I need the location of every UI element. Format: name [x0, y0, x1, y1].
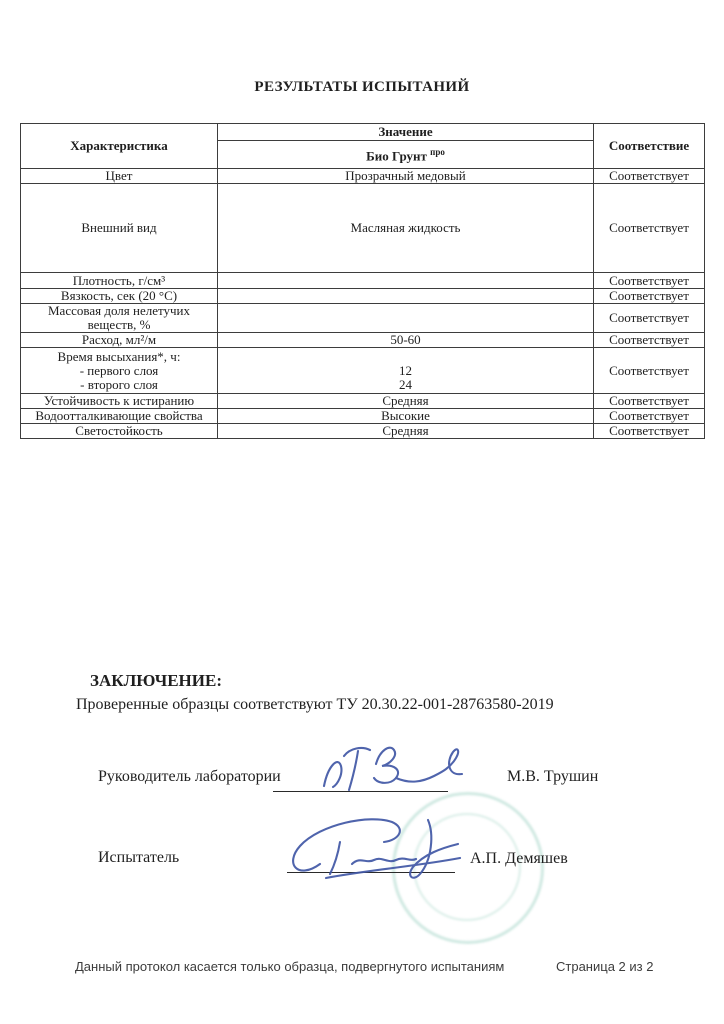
characteristic-line: - второго слоя — [80, 376, 158, 392]
table-row — [21, 409, 705, 424]
col-header-value-group: Значение — [218, 124, 594, 141]
signature-person-name: А.П. Демяшев — [470, 850, 568, 867]
table-row — [21, 169, 705, 184]
signature-stroke — [374, 748, 398, 783]
cell-characteristic: Водоотталкивающие свойства — [21, 409, 218, 424]
footer-note: Данный протокол касается только образца, подвергнутого испытаниям — [75, 959, 505, 974]
cell-characteristic: Вязкость, сек (20 °С) — [21, 289, 218, 304]
page-title: РЕЗУЛЬТАТЫ ИСПЫТАНИЙ — [254, 79, 470, 95]
table-row — [21, 424, 705, 439]
cell-conformity: Соответствует — [594, 409, 705, 424]
signature-handwriting — [318, 740, 468, 796]
signature-stroke — [352, 859, 416, 864]
cell-conformity: Соответствует — [594, 184, 705, 273]
cell-characteristic: Внешний вид — [21, 184, 218, 273]
cell-value — [218, 273, 594, 289]
cell-conformity: Соответствует — [594, 424, 705, 439]
signature-handwriting — [282, 812, 472, 890]
cell-characteristic: Устойчивость к истиранию — [21, 394, 218, 409]
footer-page-indicator: Страница 2 из 2 — [556, 959, 654, 974]
characteristic-line: - первого слоя — [79, 362, 159, 378]
table-row — [21, 184, 705, 273]
cell-characteristic — [21, 348, 218, 394]
signature-stroke — [396, 749, 462, 781]
cell-conformity: Соответствует — [594, 273, 705, 289]
signature-stroke — [344, 748, 370, 790]
cell-conformity: Соответствует — [594, 333, 705, 348]
signature-stroke — [330, 842, 340, 874]
value-line — [221, 350, 590, 364]
cell-value — [218, 289, 594, 304]
cell-value: Средняя — [218, 424, 594, 439]
characteristic-line: Время высыхания*, ч: — [57, 348, 181, 364]
cell-value: Масляная жидкость — [218, 184, 594, 273]
conclusion-heading: ЗАКЛЮЧЕНИЕ: — [90, 671, 222, 690]
cell-characteristic: Массовая доля нелетучих веществ, % — [21, 304, 218, 333]
col-header-characteristic: Характеристика — [21, 124, 218, 169]
cell-conformity: Соответствует — [594, 348, 705, 394]
conclusion-text: Проверенные образцы соответствуют ТУ 20.30.22-001-28763580-2019 — [76, 696, 554, 713]
table-row — [21, 394, 705, 409]
product-name: Био Грунт — [366, 148, 427, 164]
table-row — [21, 289, 705, 304]
cell-conformity: Соответствует — [594, 304, 705, 333]
cell-conformity: Соответствует — [594, 289, 705, 304]
signature-stroke — [293, 819, 400, 870]
signature-stroke — [324, 762, 341, 787]
col-header-conformity: Соответствие — [594, 124, 705, 169]
results-table — [20, 123, 705, 439]
cell-characteristic: Цвет — [21, 169, 218, 184]
cell-value: 50-60 — [218, 333, 594, 348]
col-header-product — [218, 141, 594, 169]
cell-characteristic: Расход, мл²/м — [21, 333, 218, 348]
cell-value: Прозрачный медовый — [218, 169, 594, 184]
signature-role-label: Руководитель лаборатории — [98, 768, 281, 785]
signature-stroke — [410, 820, 458, 878]
cell-conformity: Соответствует — [594, 394, 705, 409]
cell-conformity: Соответствует — [594, 169, 705, 184]
cell-value — [218, 304, 594, 333]
table-row — [21, 273, 705, 289]
value-line: 12 — [399, 362, 412, 378]
table-row — [21, 304, 705, 333]
cell-characteristic: Плотность, г/см³ — [21, 273, 218, 289]
cell-value: Средняя — [218, 394, 594, 409]
product-superscript: про — [430, 147, 445, 158]
value-line: 24 — [399, 376, 412, 392]
table-row — [21, 333, 705, 348]
signature-role-label: Испытатель — [98, 849, 180, 866]
table-row — [21, 348, 705, 394]
table-header-row-1 — [21, 124, 705, 141]
cell-characteristic: Светостойкость — [21, 424, 218, 439]
cell-value — [218, 348, 594, 394]
signature-person-name: М.В. Трушин — [507, 768, 599, 785]
cell-value: Высокие — [218, 409, 594, 424]
